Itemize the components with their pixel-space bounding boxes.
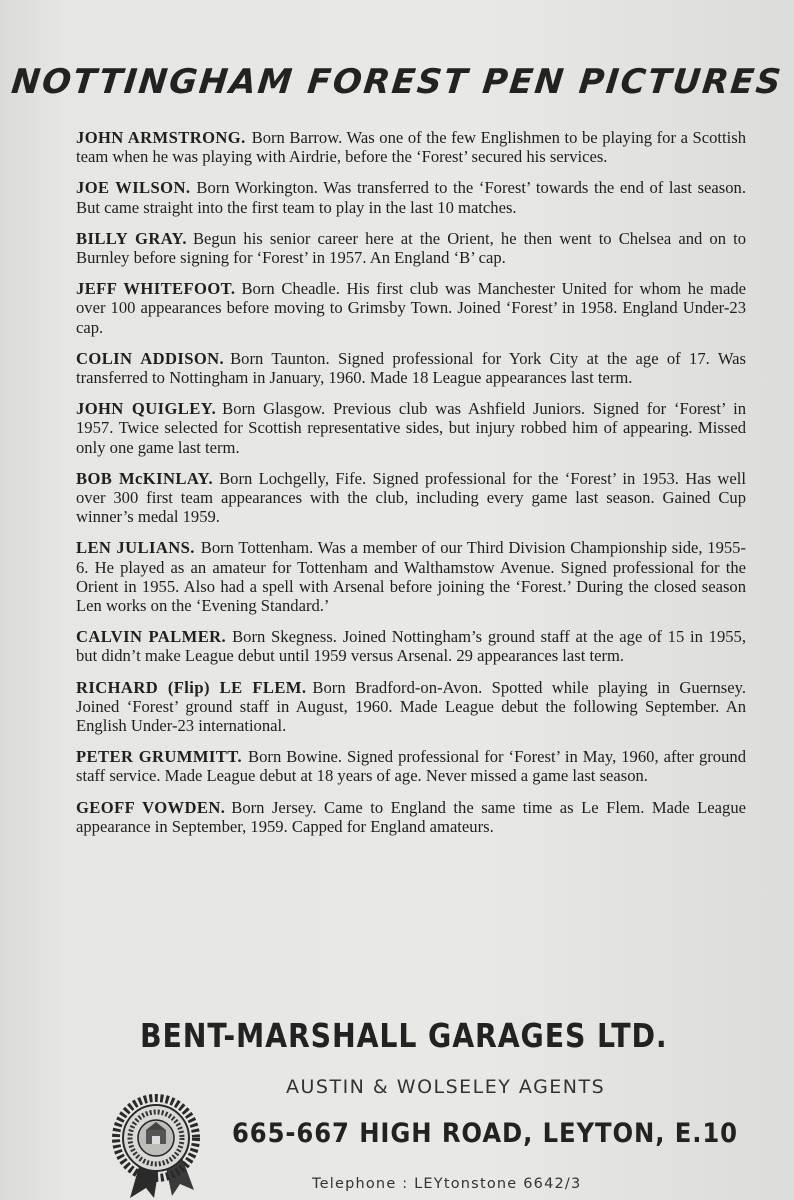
player-name: JOHN QUIGLEY. [76,399,217,419]
player-name: BOB McKINLAY. [76,468,214,488]
player-name: JOHN ARMSTRONG. [76,128,246,147]
player-bio: Born Bowine. Signed professional for ‘Forest’ in May, 1960, after ground staff service. Made League debut at 18 years of age. Never missed a game last season. [76,747,746,786]
player-name: CALVIN PALMER. [76,627,227,647]
pen-pictures-list [76,128,746,848]
page-title: NOTTINGHAM FOREST PEN PICTURES [9,62,785,102]
player-entry [76,279,746,337]
player-bio: Begun his senior career here at the Orient, he then went to Chelsea and on to Burnley before signing for ‘Forest’ in 1957. An England ‘B’ cap. [76,228,746,268]
player-bio: Born Jersey. Came to England the same time as Le Flem. Made League appearance in September, 1959. Capped for England amateurs. [76,797,746,836]
advert-telephone: Telephone : LEYtonstone 6642/3 [312,1176,582,1192]
player-bio: Born Workington. Was transferred to the ‘Forest’ towards the end of last season. But came straight into the first team to play in the last 10 matches. [76,178,746,217]
player-entry [76,229,746,267]
player-entry [76,469,746,527]
advert-company-name: BENT-MARSHALL GARAGES LTD. [140,1016,668,1055]
player-name: COLIN ADDISON. [76,348,225,368]
player-name: RICHARD (Flip) LE FLEM. [76,677,307,697]
player-entry [76,178,746,216]
player-bio: Born Tottenham. Was a member of our Third Division Championship side, 1955-6. He played as an amateur for Tottenham and Walthamstow Avenue. Signed professional for the Orient in 1955. Also had a spell with Arsenal before joining the ‘Forest.’ During the closed season Len works on the ‘Evening Standard.’ [76,538,746,616]
player-name: LEN JULIANS. [76,538,195,558]
player-bio: Born Taunton. Signed professional for York City at the age of 17. Was transferred to Nottingham in January, 1960. Made 18 League appearances last term. [76,348,746,388]
player-name: JOE WILSON. [76,178,191,198]
player-bio: Born Skegness. Joined Nottingham’s ground staff at the age of 15 in 1955, but didn’t make League debut until 1959 versus Arsenal. 29 appearances last term. [76,627,746,666]
player-entry [76,747,746,785]
rosette-badge-icon [106,1094,206,1200]
player-name: BILLY GRAY. [76,228,187,248]
player-entry [76,798,746,836]
advert-agents: AUSTIN & WOLSELEY AGENTS [286,1076,606,1098]
player-entry [76,128,746,166]
player-entry [76,399,746,457]
player-entry [76,349,746,387]
player-name: JEFF WHITEFOOT. [76,279,236,299]
player-entry [76,627,746,665]
player-bio: Born Barrow. Was one of the few Englishmen to be playing for a Scottish team when he was playing with Airdrie, before the ‘Forest’ secured his services. [76,128,747,167]
advert-address: 665-667 HIGH ROAD, LEYTON, E.10 [232,1118,738,1149]
player-bio: Born Cheadle. His first club was Manchester United for whom he made over 100 appearances before moving to Grimsby Town. Joined ‘Forest’ in 1958. England Under-23 cap. [76,279,746,337]
player-entry [76,538,746,615]
player-name: GEOFF VOWDEN. [76,797,226,817]
player-bio: Born Glasgow. Previous club was Ashfield Juniors. Signed for ‘Forest’ in 1957. Twice selected for Scottish representative sides, but injury robbed him of appearing. Missed only one game last term. [76,399,746,457]
player-bio: Born Lochgelly, Fife. Signed professional for the ‘Forest’ in 1953. Has well over 300 first team appearances with the club, including every game last season. Gained Cup winner’s medal 1959. [76,468,746,527]
player-bio: Born Bradford-on-Avon. Spotted while playing in Guernsey. Joined ‘Forest’ ground staff in August, 1960. Made League debut the following September. An English Under-23 international. [76,677,746,736]
player-entry [76,678,746,736]
player-name: PETER GRUMMITT. [76,747,243,767]
